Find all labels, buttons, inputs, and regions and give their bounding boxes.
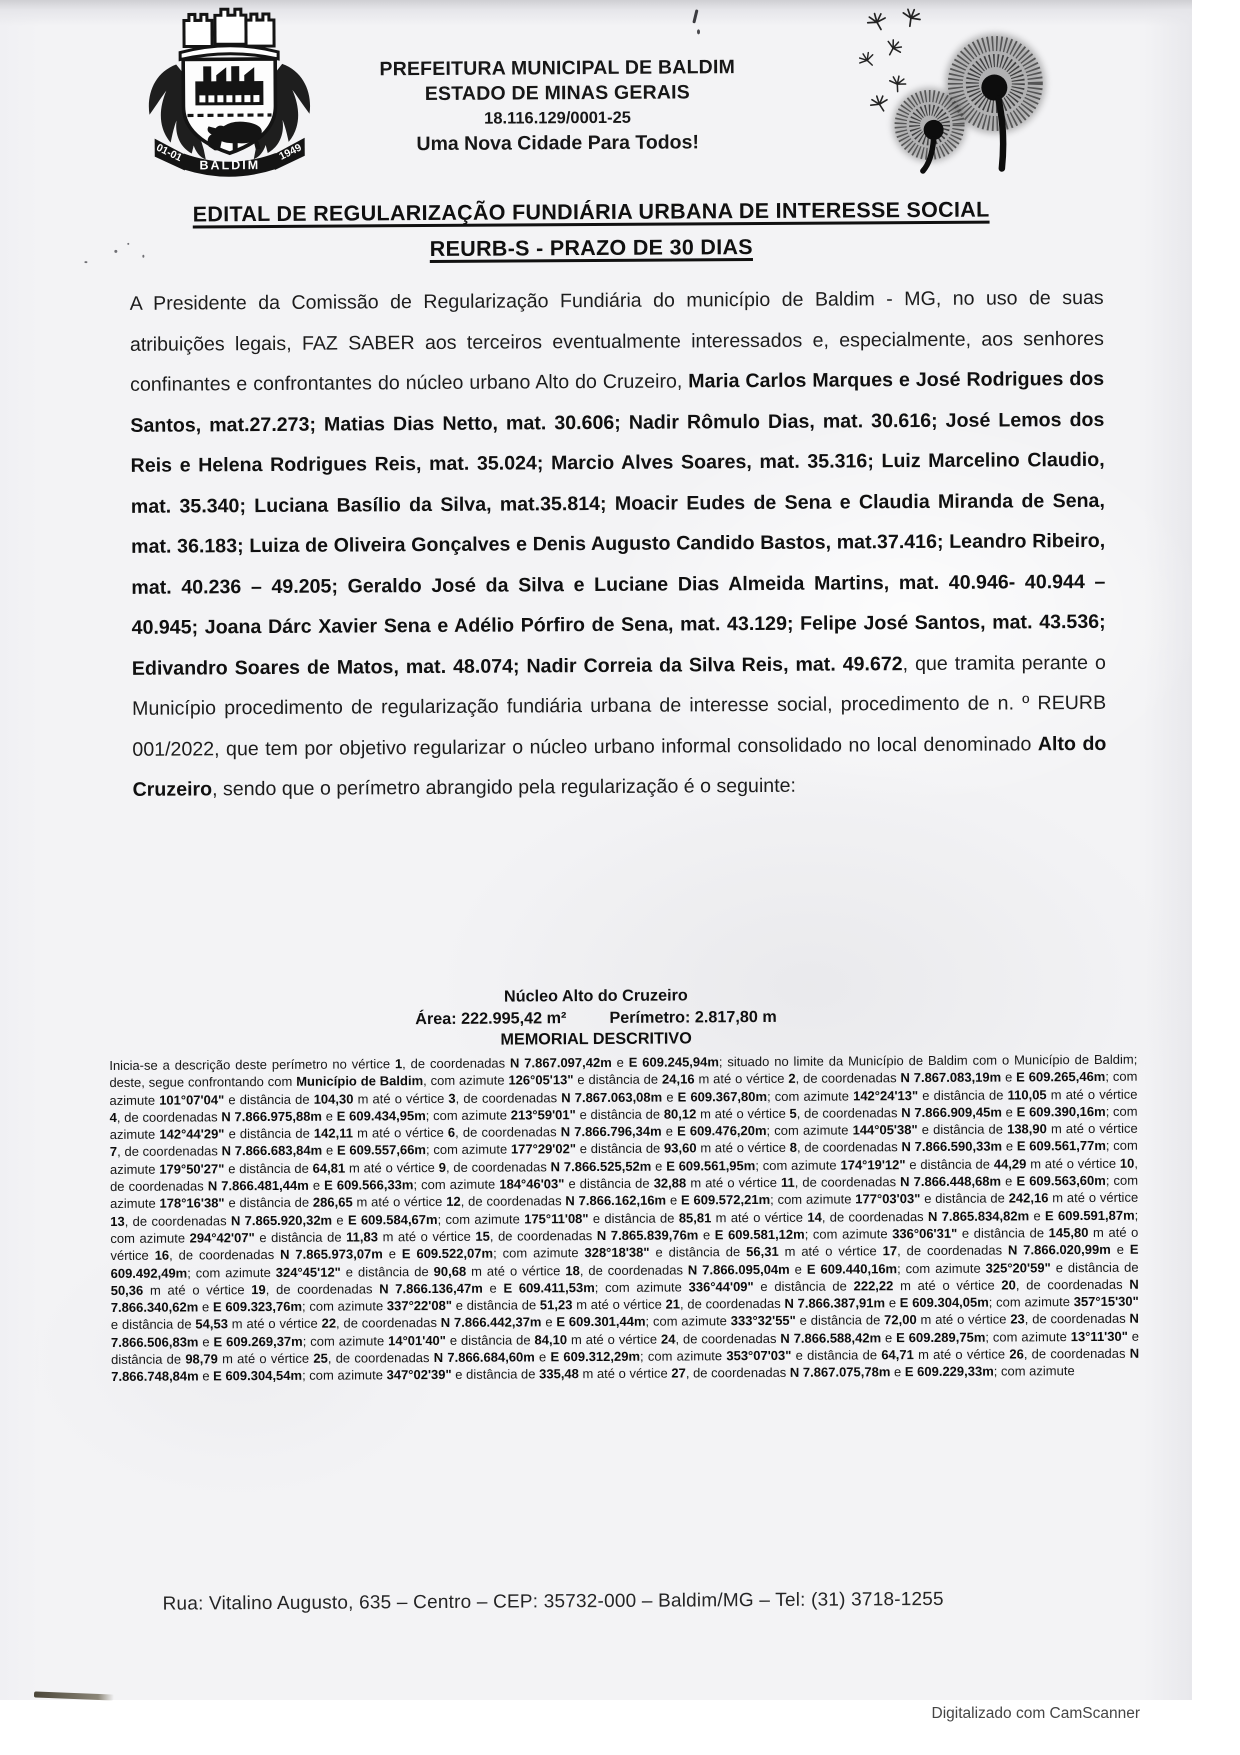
area-label: Área:: [415, 1009, 457, 1028]
crest-banner-left: 01-01: [154, 141, 184, 165]
org-state: ESTADO DE MINAS GERAIS: [424, 81, 691, 106]
scan-artifact: [697, 29, 700, 34]
baldim-coat-of-arms-icon: [103, 5, 356, 179]
scan-artifact: [142, 255, 144, 258]
area-value: 222.995,42 m²: [461, 1008, 567, 1028]
memorial-text: Inicia-se a descrição deste perímetro no vértice 1, de coordenadas N 7.867.097,42m e E 609.245,94m; situado no limite da Município de Baldim com o Município de Baldim; deste, segue confrontando com Município de Baldim, com azimute 126°05'13" e distância de 24,16 m até o vértice 2, de coordenadas N 7.867.083,19m e E 609.265,46m; com azimute 101°07'04" e distância de 104,30 m até o vértice 3, de coordenadas N 7.867.063,08m e E 609.367,80m; com azimute 142°24'13" e distância de 110,05 m até o vértice 4, de coordenadas N 7.866.975,88m e E 609.434,95m; com azimute 213°59'01" e distância de 80,12 m até o vértice 5, de coordenadas N 7.866.909,45m e E 609.390,16m; com azimute 142°44'29" e distância de 142,11 m até o vértice 6, de coordenadas N 7.866.796,34m e E 609.476,20m; com azimute 144°05'38" e distância de 138,90 m até o vértice 7, de coordenadas N 7.866.683,84m e E 609.557,66m; com azimute 177°29'02" e distância de 93,60 m até o vértice 8, de coordenadas N 7.866.590,33m e E 609.561,77m; com azimute 179°50'27" e distância de 64,81 m até o vértice 9, de coordenadas N 7.866.525,52m e E 609.561,95m; com azimute 174°19'12" e distância de 44,29 m até o vértice 10, de coordenadas N 7.866.481,44m e E 609.566,33m; com azimute 184°46'03" e distância de 32,88 m até o vértice 11, de coordenadas N 7.866.448,68m e E 609.563,60m; com azimute 178°16'38" e distância de 286,65 m até o vértice 12, de coordenadas N 7.866.162,16m e E 609.572,21m; com azimute 177°03'03" e distância de 242,16 m até o vértice 13, de coordenadas N 7.865.920,32m e E 609.584,67m; com azimute 175°11'08" e distância de 85,81 m até o vértice 14, de coordenadas N 7.865.834,82m e E 609.591,87m; com azimute 294°42'07" e distância de 11,83 m até o vértice 15, de coordenadas N 7.865.839,76m e E 609.581,12m; com azimute 336°06'31" e distância de 145,80 m até o vértice 16, de coordenadas N 7.865.973,07m e E 609.522,07m; com azimute 328°18'38" e distância de 56,31 m até o vértice 17, de coordenadas N 7.866.020,99m e E 609.492,49m; com azimute 324°45'12" e distância de 90,68 m até o vértice 18, de coordenadas N 7.866.095,04m e E 609.440,16m; com azimute 325°20'59" e distância de 50,36 m até o vértice 19, de coordenadas N 7.866.136,47m e E 609.411,53m; com azimute 336°44'09" e distância de 222,22 m até o vértice 20, de coordenadas N 7.866.340,62m e E 609.323,76m; com azimute 337°22'08" e distância de 51,23 m até o vértice 21, de coordenadas N 7.866.387,91m e E 609.304,05m; com azimute 357°15'30" e distância de 54,53 m até o vértice 22, de coordenadas N 7.866.442,37m e E 609.301,44m; com azimute 333°32'55" e distância de 72,00 m até o vértice 23, de coordenadas N 7.866.506,83m e E 609.269,37m; com azimute 14°01'40" e distância de 84,10 m até o vértice 24, de coordenadas N 7.866.588,42m e E 609.289,75m; com azimute 13°11'30" e distância de 98,79 m até o vértice 25, de coordenadas N 7.866.684,60m e E 609.312,29m; com azimute 353°07'03" e distância de 64,71 m até o vértice 26, de coordenadas N 7.866.748,84m e E 609.304,54m; com azimute 347°02'39" e distância de 335,48 m até o vértice 27, de coordenadas N 7.867.075,78m e E 609.229,33m; com azimute: [109, 1051, 1140, 1385]
nucleo-heading: Núcleo Alto do Cruzeiro: [503, 986, 688, 1006]
crest-banner-right: 1949: [277, 141, 304, 163]
scan-artifact: [692, 9, 698, 23]
scan-artifact: [127, 243, 129, 245]
memorial-headings: [1, 982, 1191, 1054]
org-cnpj: 18.116.129/0001-25: [484, 108, 631, 128]
dandelion-illustration: [837, 0, 1068, 177]
crest-banner-center: BALDIM: [199, 158, 261, 173]
memorial-section-heading: MEMORIAL DESCRITIVO: [500, 1029, 692, 1049]
perimeter-value: 2.817,80 m: [694, 1007, 777, 1026]
camscanner-watermark: Digitalizado com CamScanner: [931, 1705, 1140, 1722]
scan-artifact: [114, 250, 117, 253]
intro-paragraph: A Presidente da Comissão de Regularização Fundiária do município de Baldim - MG, no uso de suas atribuições legais, FAZ SABER aos terceiros eventualmente interessados e, especialmente, aos senhores confinantes e confrontantes do núcleo urbano Alto do Cruzeiro, Maria Carlos Marques e José Rodrigues dos Santos, mat.27.273; Matias Dias Netto, mat. 30.606; Nadir Rômulo Dias, mat. 30.616; José Lemos dos Reis e Helena Rodrigues Reis, mat. 35.024; Marcio Alves Soares, mat. 35.316; Luiz Marcelino Claudio, mat. 35.340; Luciana Basílio da Silva, mat.35.814; Moacir Eudes de Sena e Claudia Miranda de Sena, mat. 36.183; Luiza de Oliveira Gonçalves e Denis Augusto Candido Bastos, mat.37.416; Leandro Ribeiro, mat. 40.236 – 49.205; Geraldo José da Silva e Luciane Dias Almeida Martins, mat. 40.946- 40.944 – 40.945; Joana Dárc Xavier Sena e Adélio Pórfiro de Sena, mat. 43.129; Felipe José Santos, mat. 43.536; Edivandro Soares de Matos, mat. 48.074; Nadir Correia da Silva Reis, mat. 49.672, que tramita perante o Município procedimento de regularização fundiária urbana de interesse social, procedimento de n. º REURB 001/2022, que tem por objetivo regularizar o núcleo urbano informal consolidado no local denominado Alto do Cruzeiro, sendo que o perímetro abrangido pela regularização é o seguinte:: [129, 286, 1107, 801]
footer-address: Rua: Vitalino Augusto, 635 – Centro – CEP: 35732-000 – Baldim/MG – Tel: (31) 3718-1255: [162, 1588, 944, 1615]
org-slogan: Uma Nova Cidade Para Todos!: [416, 131, 699, 156]
letterhead: [347, 55, 768, 158]
edict-title: [0, 190, 1186, 269]
edict-title-line2: REURB-S - PRAZO DE 30 DIAS: [429, 235, 753, 262]
scan-artifact: [84, 261, 87, 263]
edict-title-line1: EDITAL DE REGULARIZAÇÃO FUNDIÁRIA URBANA DE INTERESSE SOCIAL: [192, 197, 990, 227]
org-name: PREFEITURA MUNICIPAL DE BALDIM: [379, 56, 736, 81]
perimeter-label: Perímetro:: [609, 1007, 691, 1027]
